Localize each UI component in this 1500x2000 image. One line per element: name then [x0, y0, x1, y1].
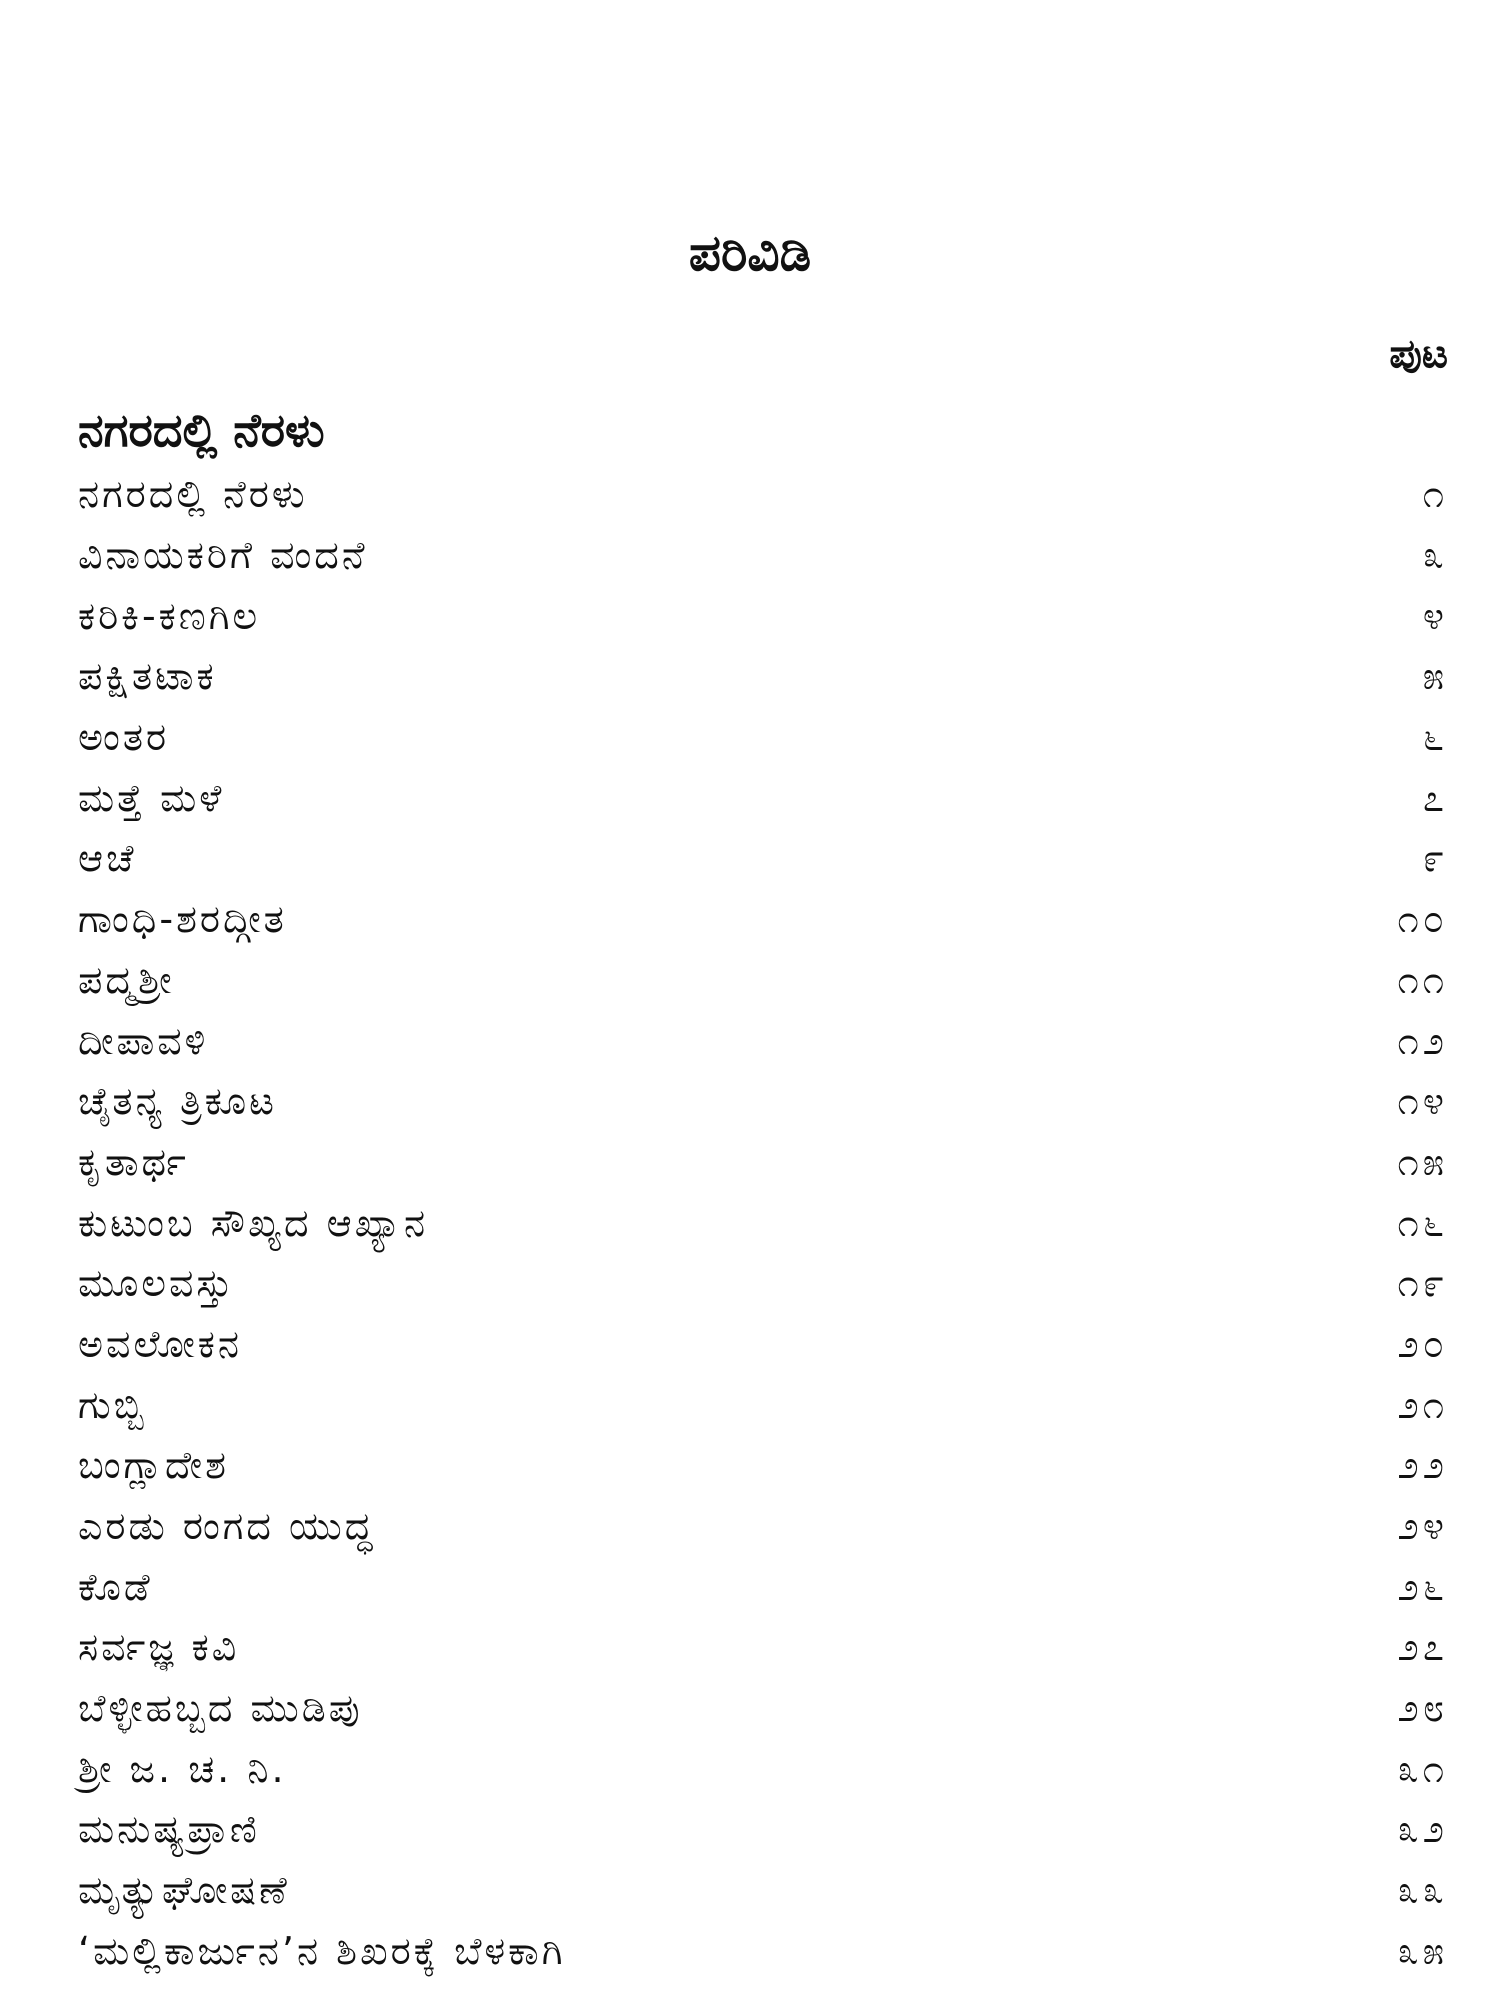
toc-entry — [78, 950, 1448, 1011]
toc-entry-page: ೨೭ — [1397, 1625, 1448, 1670]
toc-entry-title: ಅವಲೋಕನ — [78, 1321, 242, 1366]
toc-entry — [78, 707, 1448, 768]
toc-entry — [78, 1617, 1448, 1678]
toc-entry-page: ೩೧ — [1397, 1746, 1448, 1791]
toc-entry-title: ಬಂಗ್ಲಾದೇಶ — [78, 1443, 229, 1488]
toc-entry-page: ೨೧ — [1397, 1382, 1448, 1427]
toc-entry-title: ಎರಡು ರಂಗದ ಯುದ್ಧ — [78, 1504, 376, 1549]
toc-entry-title: ಕೊಡೆ — [78, 1564, 153, 1609]
toc-entry — [78, 1799, 1448, 1860]
toc-entry — [78, 1314, 1448, 1375]
toc-entry-page: ೫ — [1422, 654, 1448, 699]
toc-entry-title: ಆಚೆ — [78, 836, 137, 881]
toc-entry-page: ೩ — [1422, 533, 1448, 578]
toc-entry — [78, 828, 1448, 889]
toc-entry-page: ೧೫ — [1397, 1139, 1448, 1184]
toc-entry-title: ಮನುಷ್ಯಪ್ರಾಣಿ — [78, 1807, 260, 1852]
toc-entry — [78, 1132, 1448, 1193]
toc-entry-page: ೨೬ — [1397, 1564, 1448, 1609]
toc-entry-title: ಮತ್ತೆ ಮಳೆ — [78, 775, 225, 820]
toc-entry-title: ಪದ್ಮಶ್ರೀ — [78, 957, 175, 1002]
toc-entry — [78, 1738, 1448, 1799]
toc-entry-title: ಕುಟುಂಬ ಸೌಖ್ಯದ ಆಖ್ಯಾನ — [78, 1200, 429, 1245]
toc-entry — [78, 767, 1448, 828]
toc-entry-page: ೧೨ — [1397, 1018, 1448, 1063]
toc-entry-page: ೭ — [1422, 775, 1448, 820]
toc-entry-title: ಬೆಳ್ಳೀಹಬ್ಬದ ಮುಡಿಪು — [78, 1686, 363, 1731]
toc-entry — [78, 525, 1448, 586]
toc-list — [78, 464, 1448, 1981]
toc-entry-page: ೬ — [1422, 715, 1448, 760]
toc-entry-page: ೯ — [1422, 836, 1448, 881]
toc-entry-page: ೩೨ — [1397, 1807, 1448, 1852]
toc-entry-title: ಶ್ರೀ ಜ. ಚ. ನಿ. — [78, 1746, 287, 1791]
toc-entry — [78, 889, 1448, 950]
toc-entry — [78, 585, 1448, 646]
toc-entry-page: ೧೪ — [1397, 1079, 1448, 1124]
toc-entry-page: ೩೫ — [1397, 1928, 1448, 1973]
toc-entry-title: ಚೈತನ್ಯ ತ್ರಿಕೂಟ — [78, 1079, 277, 1124]
toc-entry-page: ೨೮ — [1397, 1686, 1448, 1731]
toc-entry — [78, 464, 1448, 525]
page-title: ಪರಿವಿಡಿ — [688, 224, 812, 282]
toc-entry-title: ಮೃತ್ಯುಘೋಷಣೆ — [78, 1868, 290, 1913]
toc-entry — [78, 646, 1448, 707]
toc-entry-title: ನಗರದಲ್ಲಿ ನೆರಳು — [78, 472, 308, 517]
toc-entry — [78, 1253, 1448, 1314]
toc-entry-page: ೨೪ — [1397, 1504, 1448, 1549]
toc-entry — [78, 1374, 1448, 1435]
toc-entry-title: ಗಾಂಧಿ-ಶರದ್ಗೀತ — [78, 897, 287, 942]
section-title: ನಗರದಲ್ಲಿ ನೆರಳು — [78, 403, 325, 457]
toc-entry — [78, 1071, 1448, 1132]
toc-entry-title: ‘ಮಲ್ಲಿಕಾರ್ಜುನ’ನ ಶಿಖರಕ್ಕೆ ಬೆಳಕಾಗಿ — [78, 1928, 566, 1973]
toc-entry — [78, 1921, 1448, 1982]
toc-entry-page: ೩೩ — [1397, 1868, 1448, 1913]
toc-entry-page: ೧೬ — [1397, 1200, 1448, 1245]
toc-entry-page: ೧೯ — [1397, 1261, 1448, 1306]
toc-entry-title: ದೀಪಾವಳಿ — [78, 1018, 209, 1063]
toc-entry-title: ಸರ್ವಜ್ಞ ಕವಿ — [78, 1625, 240, 1670]
toc-entry-title: ಅಂತರ — [78, 715, 170, 760]
toc-entry — [78, 1860, 1448, 1921]
toc-entry-page: ೪ — [1422, 593, 1448, 638]
page-column-label: ಪುಟ — [1389, 331, 1448, 377]
toc-entry — [78, 1435, 1448, 1496]
toc-entry-page: ೨೦ — [1397, 1321, 1448, 1366]
toc-entry-title: ಮೂಲವಸ್ತು — [78, 1261, 235, 1306]
toc-entry — [78, 1010, 1448, 1071]
toc-entry-title: ಪಕ್ಷಿತಟಾಕ — [78, 654, 217, 699]
toc-entry-title: ಗುಬ್ಬಿ — [78, 1382, 147, 1427]
toc-entry-title: ಕೃತಾರ್ಥ — [78, 1139, 189, 1184]
toc-entry — [78, 1678, 1448, 1739]
toc-entry — [78, 1192, 1448, 1253]
toc-entry-page: ೧ — [1422, 472, 1448, 517]
toc-entry — [78, 1556, 1448, 1617]
toc-entry-page: ೨೨ — [1397, 1443, 1448, 1488]
toc-entry-page: ೧೦ — [1397, 897, 1448, 942]
toc-entry-title: ಕರಿಕಿ-ಕಣಗಿಲ — [78, 593, 261, 638]
toc-entry-page: ೧೧ — [1397, 957, 1448, 1002]
toc-entry — [78, 1496, 1448, 1557]
toc-entry-title: ವಿನಾಯಕರಿಗೆ ವಂದನೆ — [78, 533, 368, 578]
